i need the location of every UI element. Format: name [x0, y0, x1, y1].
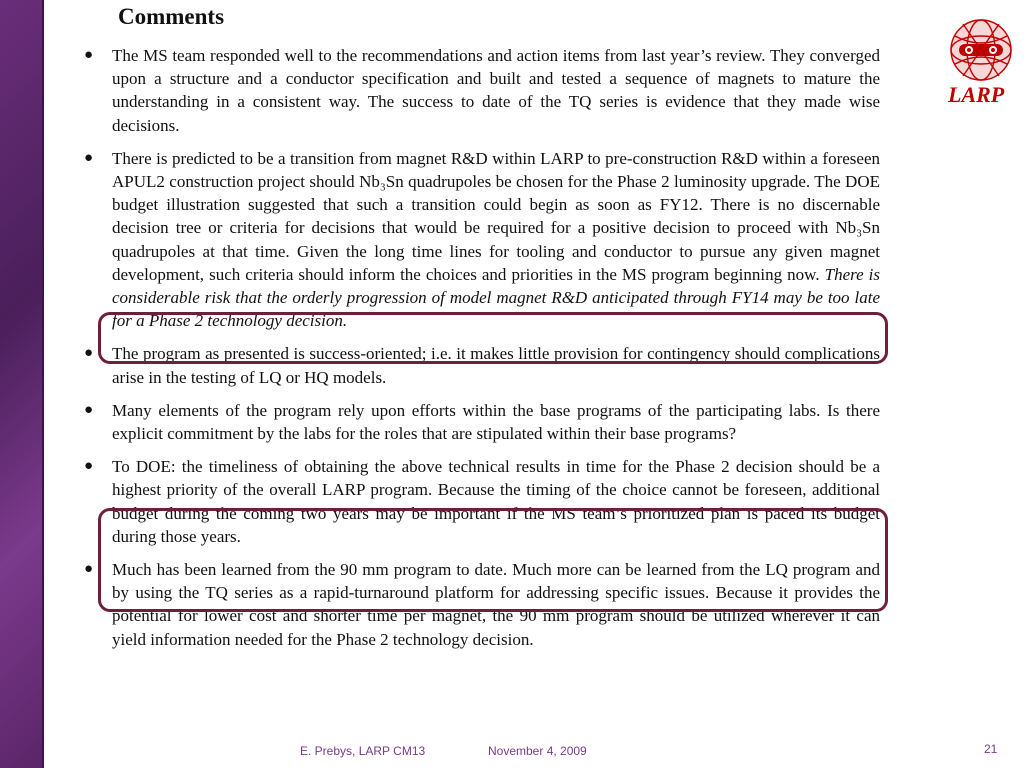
list-item	[80, 558, 880, 651]
bullet-text: To DOE: the timeliness of obtaining the above technical results in time for the Phase 2 decision should be a highest priority of the overall LARP program. Because the timing of the choice cannot be foreseen, additional budget during the coming two years may be important if the MS team’s prioritized plan is paced its budget during those years.	[112, 457, 880, 546]
list-item	[80, 342, 880, 388]
page-number: 21	[984, 742, 998, 756]
comments-list	[80, 44, 880, 661]
bullet-text: There is predicted to be a transition from magnet R&D within LARP to pre-construction R&D within a foreseen APUL2 construction project should Nb₃Sn quadrupoles be chosen for the Phase 2 luminosity upgrade. The DOE budget illustration suggested that such a transition could begin as soon as FY12. There is no discernable decision tree or criteria for decisions that would be required for a positive decision to proceed with Nb₃Sn quadrupoles at that time. Given the long time lines for tooling and conductor to pursue any given magnet development, such criteria should inform the choices and priorities in the MS program beginning now.	[112, 148, 880, 284]
list-item	[80, 455, 880, 548]
bullet-text: The MS team responded well to the recommendations and action items from last year’s review. They converged upon a structure and a conductor specification and built and tested a sequence of magnets to mature the understanding in a consistent way. The success to date of the TQ series is evidence that they made wise decisions.	[112, 46, 880, 135]
list-item	[80, 399, 880, 445]
bullet-emphasis-text: There is considerable risk that the orderly progression of model magnet R&D anticipated through FY14 may be too late for a Phase 2 technology decision.	[112, 264, 881, 331]
bullet-icon: ●	[84, 47, 94, 63]
slide-title: Comments	[118, 4, 225, 29]
footer-author: E. Prebys, LARP CM13	[300, 744, 426, 758]
logo-text: LARP	[948, 82, 1005, 107]
bullet-icon: ●	[84, 561, 94, 578]
bullet-text: Much has been learned from the 90 mm program to date. Much more can be learned from the LQ program and by using the TQ series as a rapid-turnaround platform for addressing specific issues. Because it provides the potential for lower cost and shorter time per magnet, the 90 mm program should be utilized wherever it can yield information needed for the Phase 2 technology decision.	[112, 560, 880, 649]
side-stripe	[0, 0, 44, 768]
list-item	[80, 147, 880, 333]
bullet-icon: ●	[84, 401, 94, 418]
bullet-icon: ●	[84, 458, 94, 475]
bullet-text: The program as presented is success-oriented; i.e. it makes little provision for contingency should complications arise in the testing of LQ or HQ models.	[112, 344, 880, 387]
bullet-icon: ●	[84, 345, 94, 362]
list-item	[80, 44, 880, 137]
bullet-icon: ●	[84, 149, 94, 166]
footer-date: November 4, 2009	[488, 744, 587, 758]
bullet-text: Many elements of the program rely upon efforts within the base programs of the participating labs. Is there explicit commitment by the labs for the roles that are stipulated within their base programs?	[112, 400, 880, 444]
